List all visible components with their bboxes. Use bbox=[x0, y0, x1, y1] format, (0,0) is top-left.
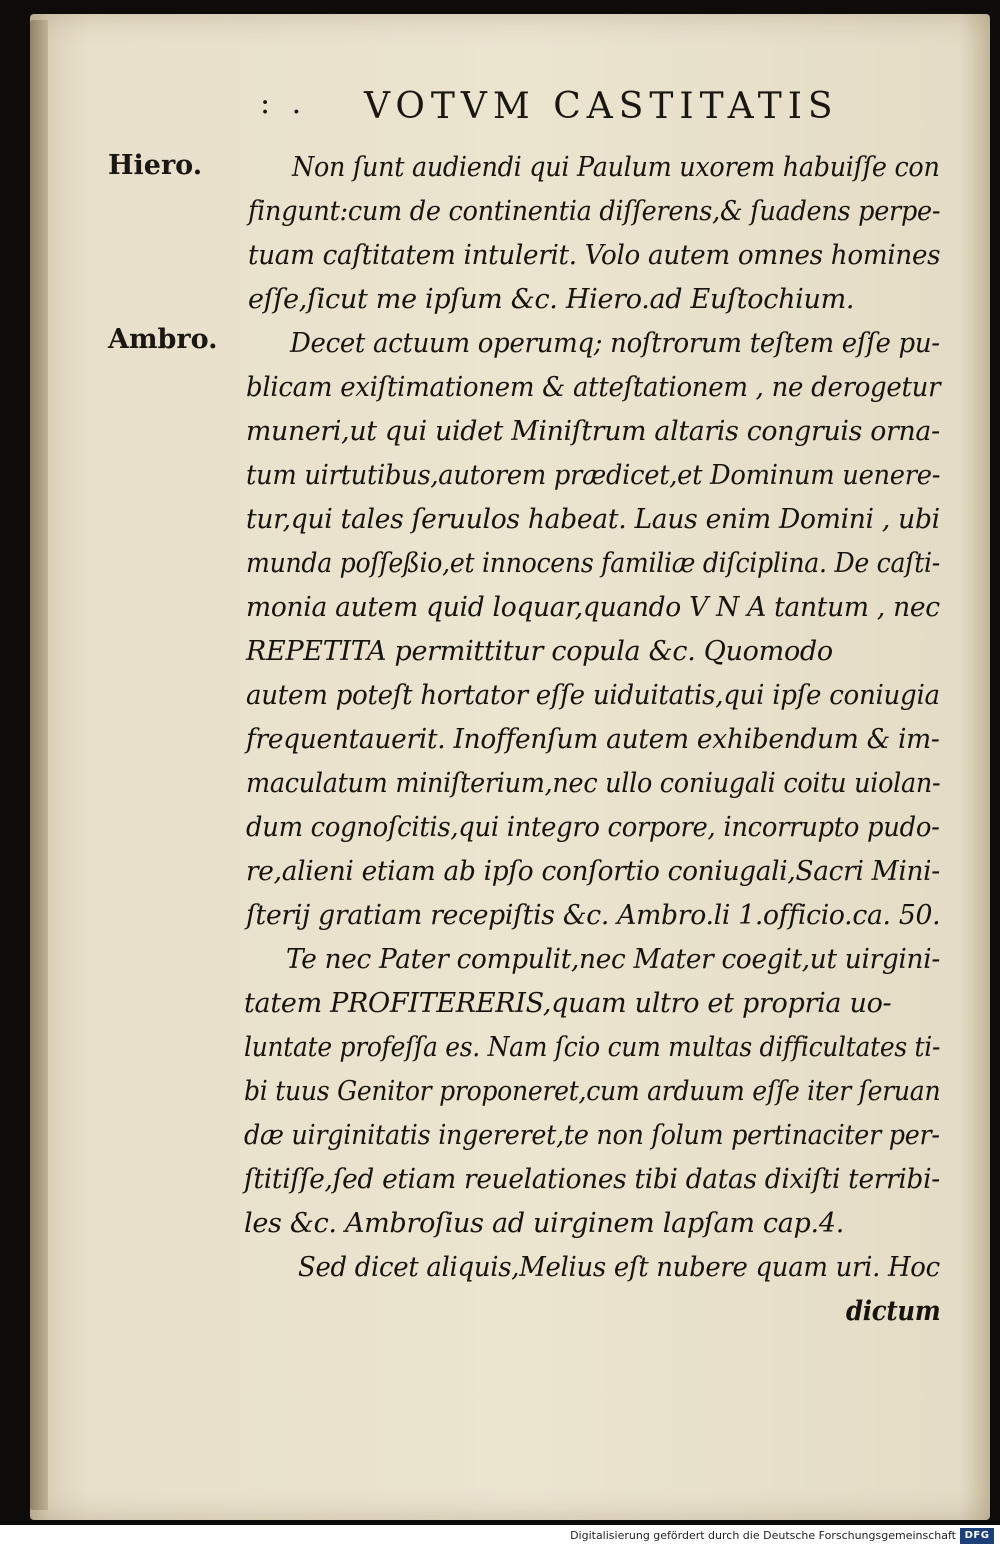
text-line: ſtitiſſe,ſed etiam reuelationes tibi datas dixiſti terribi- bbox=[244, 1164, 940, 1195]
text-line: tatem PROFITERERIS,quam ultro et propria uo- bbox=[244, 988, 892, 1019]
text-line: re,alieni etiam ab ipſo conſortio coniugali,Sacri Mini- bbox=[246, 856, 940, 887]
dfg-logo-icon: DFG bbox=[960, 1528, 994, 1544]
catchword: dictum bbox=[846, 1296, 941, 1327]
footer-bar bbox=[0, 1525, 1000, 1548]
funding-credit: Digitalisierung gefördert durch die Deutsche Forschungsgemeinschaft bbox=[570, 1529, 956, 1542]
text-line: dæ uirginitatis ingereret,te non ſolum pertinaciter per- bbox=[244, 1120, 940, 1151]
text-line: luntate profeſſa es. Nam ſcio cum multas difficultates ti- bbox=[244, 1032, 941, 1063]
text-line: dum cognoſcitis,qui integro corpore, incorrupto pudo- bbox=[246, 812, 940, 843]
text-line: les &c. Ambroſius ad uirginem lapſam cap.4. bbox=[244, 1208, 844, 1239]
text-line: tuam caſtitatem intulerit. Volo autem omnes homines bbox=[248, 240, 941, 271]
text-line: eſſe,ſicut me ipſum &c. Hiero.ad Euſtochium. bbox=[248, 284, 855, 315]
text-line: Decet actuum operumq; noſtrorum teſtem eſſe pu- bbox=[290, 328, 940, 359]
text-line: bi tuus Genitor proponeret,cum arduum eſſe iter ſeruan bbox=[244, 1076, 941, 1107]
text-line: autem poteſt hortator eſſe uiduitatis,qui ipſe coniugia bbox=[246, 680, 940, 711]
text-line: ſterij gratiam recepiſtis &c. Ambro.li 1.officio.ca. 50. bbox=[246, 900, 941, 931]
text-line: muneri,ut qui uidet Miniſtrum altaris congruis orna- bbox=[246, 416, 940, 447]
text-line: fingunt:cum de continentia diſſerens,& ſuadens perpe- bbox=[248, 196, 941, 227]
text-line: frequentauerit. Inoffenſum autem exhibendum & im- bbox=[246, 724, 940, 755]
text-line: REPETITA permittitur copula &c. Quomodo bbox=[246, 636, 833, 667]
text-line: monia autem quid loquar,quando V N A tantum , nec bbox=[246, 592, 940, 623]
text-line: maculatum miniſterium,nec ullo coniugali coitu uiolan- bbox=[246, 768, 941, 799]
margin-note-hiero: Hiero. bbox=[108, 150, 203, 181]
text-line: Te nec Pater compulit,nec Mater coegit,ut uirgini- bbox=[286, 944, 940, 975]
text-line: tum uirtutibus,autorem prædicet,et Dominum uenere- bbox=[246, 460, 941, 491]
text-line: munda poſſeßio,et innocens familiæ diſciplina. De caſti- bbox=[246, 548, 941, 579]
text-line: blicam exiſtimationem & atteſtationem , ne derogetur bbox=[246, 372, 941, 403]
text-line: Sed dicet aliquis,Melius eſt nubere quam uri. Hoc bbox=[298, 1252, 940, 1283]
running-head-title: VOTVM CASTITATIS bbox=[364, 86, 839, 127]
running-head-mark: : . bbox=[260, 86, 308, 121]
text-line: tur,qui tales ſeruulos habeat. Laus enim Domini , ubi bbox=[246, 504, 940, 535]
margin-note-ambro: Ambro. bbox=[108, 324, 218, 355]
text-line: Non ſunt audiendi qui Paulum uxorem habuiſſe con bbox=[292, 152, 940, 183]
